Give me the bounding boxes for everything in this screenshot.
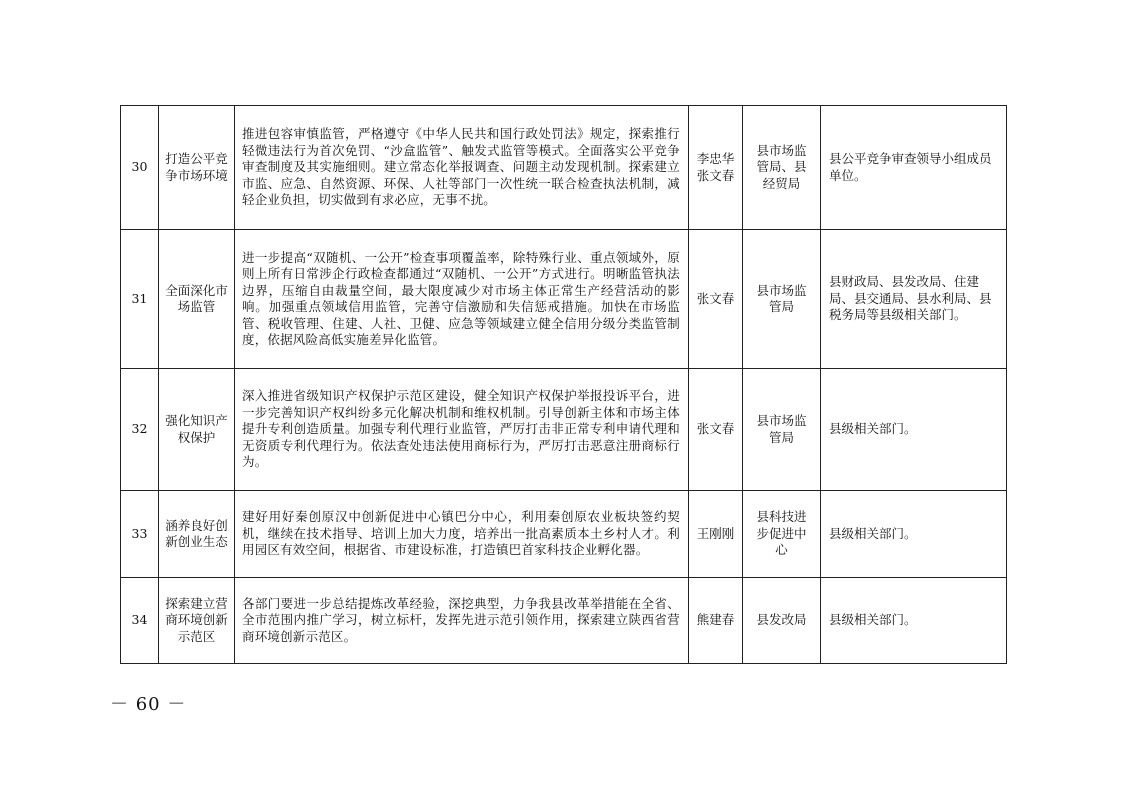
task-content: 各部门要进一步总结提炼改革经验，深挖典型，力争我县改革举措能在全省、全市范围内推广学习，树立标杆，发挥先进示范引领作用，探索建立陕西省营商环境创新示范区。	[235, 578, 689, 664]
row-number: 33	[121, 491, 159, 578]
table-row	[121, 491, 1007, 578]
responsible-units: 县公平竞争审查领导小组成员单位。	[821, 106, 1007, 230]
table-row	[121, 106, 1007, 230]
row-number: 32	[121, 369, 159, 491]
task-name: 打造公平竞争市场环境	[159, 106, 235, 230]
table-row	[121, 369, 1007, 491]
reform-task-table	[120, 105, 1007, 664]
responsible-units: 县财政局、县发改局、住建局、县交通局、县水利局、县税务局等县级相关部门。	[821, 230, 1007, 369]
task-name: 全面深化市场监管	[159, 230, 235, 369]
lead-unit: 县市场监管局、县经贸局	[743, 106, 821, 230]
responsible-leader: 张文春	[689, 230, 743, 369]
responsible-units: 县级相关部门。	[821, 491, 1007, 578]
table-row	[121, 578, 1007, 664]
task-content: 进一步提高“双随机、一公开”检查事项覆盖率，除特殊行业、重点领域外，原则上所有日常涉企行政检查都通过“双随机、一公开”方式进行。明晰监管执法边界，压缩自由裁量空间，最大限度减少对市场主体正常生产经营活动的影响。加强重点领域信用监管，完善守信激励和失信惩戒措施。加快在市场监管、税收管理、住建、人社、卫健、应急等领域建立健全信用分级分类监管制度，依据风险高低实施差异化监管。	[235, 230, 689, 369]
lead-unit: 县发改局	[743, 578, 821, 664]
table-row	[121, 230, 1007, 369]
lead-unit: 县市场监管局	[743, 230, 821, 369]
task-content: 建好用好秦创原汉中创新促进中心镇巴分中心，利用秦创原农业板块签约契机，继续在技术指导、培训上加大力度，培养出一批高素质本土乡村人才。利用园区有效空间，根据省、市建设标准，打造镇巴首家科技企业孵化器。	[235, 491, 689, 578]
responsible-leader: 李忠华张文春	[689, 106, 743, 230]
row-number: 34	[121, 578, 159, 664]
responsible-units: 县级相关部门。	[821, 369, 1007, 491]
task-name: 探索建立营商环境创新示范区	[159, 578, 235, 664]
responsible-leader: 王刚刚	[689, 491, 743, 578]
reform-task-table-wrapper	[120, 105, 1007, 664]
task-name: 涵养良好创新创业生态	[159, 491, 235, 578]
lead-unit: 县科技进步促进中心	[743, 491, 821, 578]
responsible-leader: 张文春	[689, 369, 743, 491]
lead-unit: 县市场监管局	[743, 369, 821, 491]
task-content: 推进包容审慎监管，严格遵守《中华人民共和国行政处罚法》规定，探索推行轻微违法行为首次免罚、“沙盒监管”、触发式监管等模式。全面落实公平竞争审查制度及其实施细则。建立常态化举报调查、问题主动发现机制。探索建立市监、应急、自然资源、环保、人社等部门一次性统一联合检查执法机制，减轻企业负担，切实做到有求必应，无事不扰。	[235, 106, 689, 230]
page-number: － 60 －	[110, 694, 187, 715]
row-number: 31	[121, 230, 159, 369]
row-number: 30	[121, 106, 159, 230]
task-content: 深入推进省级知识产权保护示范区建设，健全知识产权保护举报投诉平台，进一步完善知识产权纠纷多元化解决机制和维权机制。引导创新主体和市场主体提升专利创造质量。加强专利代理行业监管，严厉打击非正常专利申请代理和无资质专利代理行为。依法查处违法使用商标行为，严厉打击恶意注册商标行为。	[235, 369, 689, 491]
responsible-units: 县级相关部门。	[821, 578, 1007, 664]
task-name: 强化知识产权保护	[159, 369, 235, 491]
responsible-leader: 熊建春	[689, 578, 743, 664]
